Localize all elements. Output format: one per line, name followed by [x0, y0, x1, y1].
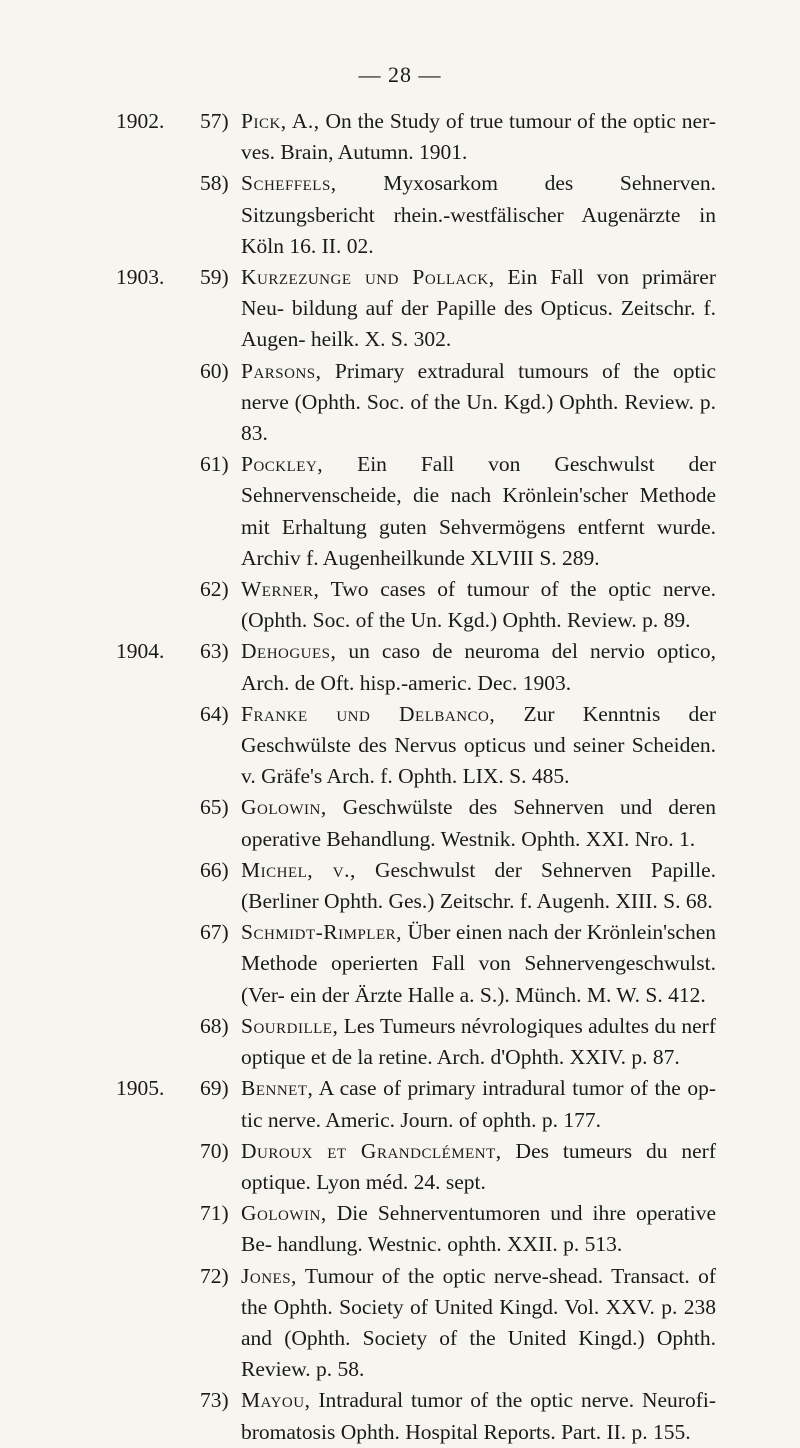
reference-author: Bennet, — [241, 1076, 314, 1101]
reference-author: Schmidt-Rimpler, — [241, 920, 403, 945]
reference-year: 1904. — [116, 639, 165, 664]
reference-entry — [116, 917, 716, 1011]
reference-number: 57) — [200, 109, 229, 133]
reference-text: Die Sehnerventumoren und ihre operative Be- handlung. Westnic. ophth. XXII. p. 513. — [241, 1201, 716, 1257]
reference-author: Michel, v., — [241, 857, 356, 882]
reference-entry — [116, 262, 716, 356]
reference-entry — [116, 636, 716, 698]
reference-entry — [116, 168, 716, 262]
reference-year: 1905. — [116, 1076, 165, 1101]
reference-text: Ein Fall von Geschwulst der Sehnervenscheide, die nach Krönlein'scher Methode mit Erhaltung guten Sehvermögens entfernt wurde. Archiv f. Augenheilkunde XLVIII S. 289. — [241, 452, 716, 570]
reference-text: Two cases of tumour of the optic nerve. (Ophth. Soc. of the Un. Kgd.) Ophth. Review. p. 89. — [241, 577, 716, 633]
reference-entry — [116, 574, 716, 636]
reference-number: 63) — [200, 639, 229, 664]
reference-author: Dehogues, — [241, 639, 337, 664]
reference-author: Werner, — [241, 577, 320, 602]
reference-entry — [116, 1136, 716, 1198]
reference-text: Über einen nach der Krönlein'schen Methode operierten Fall von Sehnervengeschwulst. (Ver- ein der Ärzte Halle a. S.). Münch. M. W. S. 412. — [241, 920, 716, 1007]
reference-text: Les Tumeurs névrologiques adultes du nerf optique et de la retine. Arch. d'Ophth. XXIV. p. 87. — [241, 1013, 716, 1070]
reference-author: Sourdille, — [241, 1013, 339, 1038]
reference-text: A case of primary intradural tumor of the op- tic nerve. Americ. Journ. of ophth. p. 177. — [241, 1076, 716, 1132]
reference-entry — [116, 106, 716, 168]
reference-text: Intradural tumor of the optic nerve. Neurofi- bromatosis Ophth. Hospital Reports. Part. II. p. 155. — [241, 1388, 716, 1444]
reference-entry — [116, 1198, 716, 1260]
reference-text: Myxosarkom des Sehnerven. Sitzungsbericht rhein.-westfälischer Augenärzte in Köln 16. II. 02. — [241, 171, 716, 258]
reference-number: 58) — [200, 171, 229, 196]
reference-author: Mayou, — [241, 1388, 311, 1413]
reference-text: Zur Kenntnis der Geschwülste des Nervus opticus und seiner Scheiden. v. Gräfe's Arch. f. Ophth. LIX. S. 485. — [241, 701, 716, 789]
reference-entry — [116, 1261, 716, 1386]
reference-author: Golowin, — [241, 1201, 327, 1226]
reference-number: 60) — [200, 358, 229, 383]
reference-entry — [116, 356, 716, 450]
reference-number: 67) — [200, 920, 229, 945]
reference-entry — [116, 1073, 716, 1135]
reference-author: Jones, — [241, 1263, 297, 1288]
reference-number: 72) — [200, 1263, 229, 1288]
reference-text: un caso de neuroma del nervio optico, Arch. de Oft. hisp.-americ. Dec. 1903. — [241, 639, 716, 695]
reference-year: 1902. — [116, 109, 165, 133]
reference-text: Primary extradural tumours of the optic nerve (Ophth. Soc. of the Un. Kgd.) Ophth. Review. p. 83. — [241, 358, 716, 446]
reference-author: Pockley, — [241, 452, 324, 477]
reference-entry — [116, 1011, 716, 1073]
reference-entry — [116, 855, 716, 917]
reference-entry — [116, 449, 716, 574]
reference-number: 61) — [200, 452, 229, 477]
reference-text: On the Study of true tumour of the optic ner- ves. Brain, Autumn. 1901. — [241, 109, 716, 165]
reference-number: 73) — [200, 1388, 229, 1413]
reference-text: Geschwülste des Sehnerven und deren operative Behandlung. Westnik. Ophth. XXI. Nro. 1. — [241, 795, 716, 851]
reference-author: Scheffels, — [241, 171, 337, 196]
reference-author: Pick, A., — [241, 109, 320, 133]
reference-text: Des tumeurs du nerf optique. Lyon méd. 24. sept. — [241, 1138, 716, 1194]
page-number: — 28 — — [358, 62, 442, 87]
reference-number: 68) — [200, 1013, 229, 1038]
reference-text: Geschwulst der Sehnerven Papille. (Berliner Ophth. Ges.) Zeitschr. f. Augenh. XIII. S. 68. — [241, 857, 717, 914]
reference-year: 1903. — [116, 265, 165, 290]
reference-entry — [116, 792, 716, 854]
reference-text: Tumour of the optic nerve-shead. Transact. of the Ophth. Society of United Kingd. Vol. XXV. p. 238 and (Ophth. Society of the United Kingd.) Ophth. Review. p. 58. — [241, 1263, 716, 1382]
reference-author: Parsons, — [241, 358, 322, 383]
reference-author: Franke und Delbanco, — [241, 701, 496, 726]
reference-number: 69) — [200, 1076, 229, 1101]
reference-number: 71) — [200, 1201, 229, 1226]
reference-number: 59) — [200, 265, 229, 290]
reference-number: 70) — [200, 1138, 229, 1163]
reference-number: 65) — [200, 795, 229, 820]
reference-entry — [116, 1385, 716, 1447]
reference-author: Kurzezunge und Pollack, — [241, 265, 495, 290]
reference-author: Golowin, — [241, 795, 327, 820]
reference-number: 64) — [200, 701, 229, 726]
reference-text: Ein Fall von primärer Neu- bildung auf der Papille des Opticus. Zeitschr. f. Augen- heilk. X. S. 302. — [241, 265, 716, 352]
reference-number: 66) — [200, 857, 229, 882]
reference-list — [116, 106, 716, 1448]
reference-author: Duroux et Grandclément, — [241, 1138, 502, 1163]
reference-number: 62) — [200, 577, 229, 602]
reference-entry — [116, 699, 716, 793]
